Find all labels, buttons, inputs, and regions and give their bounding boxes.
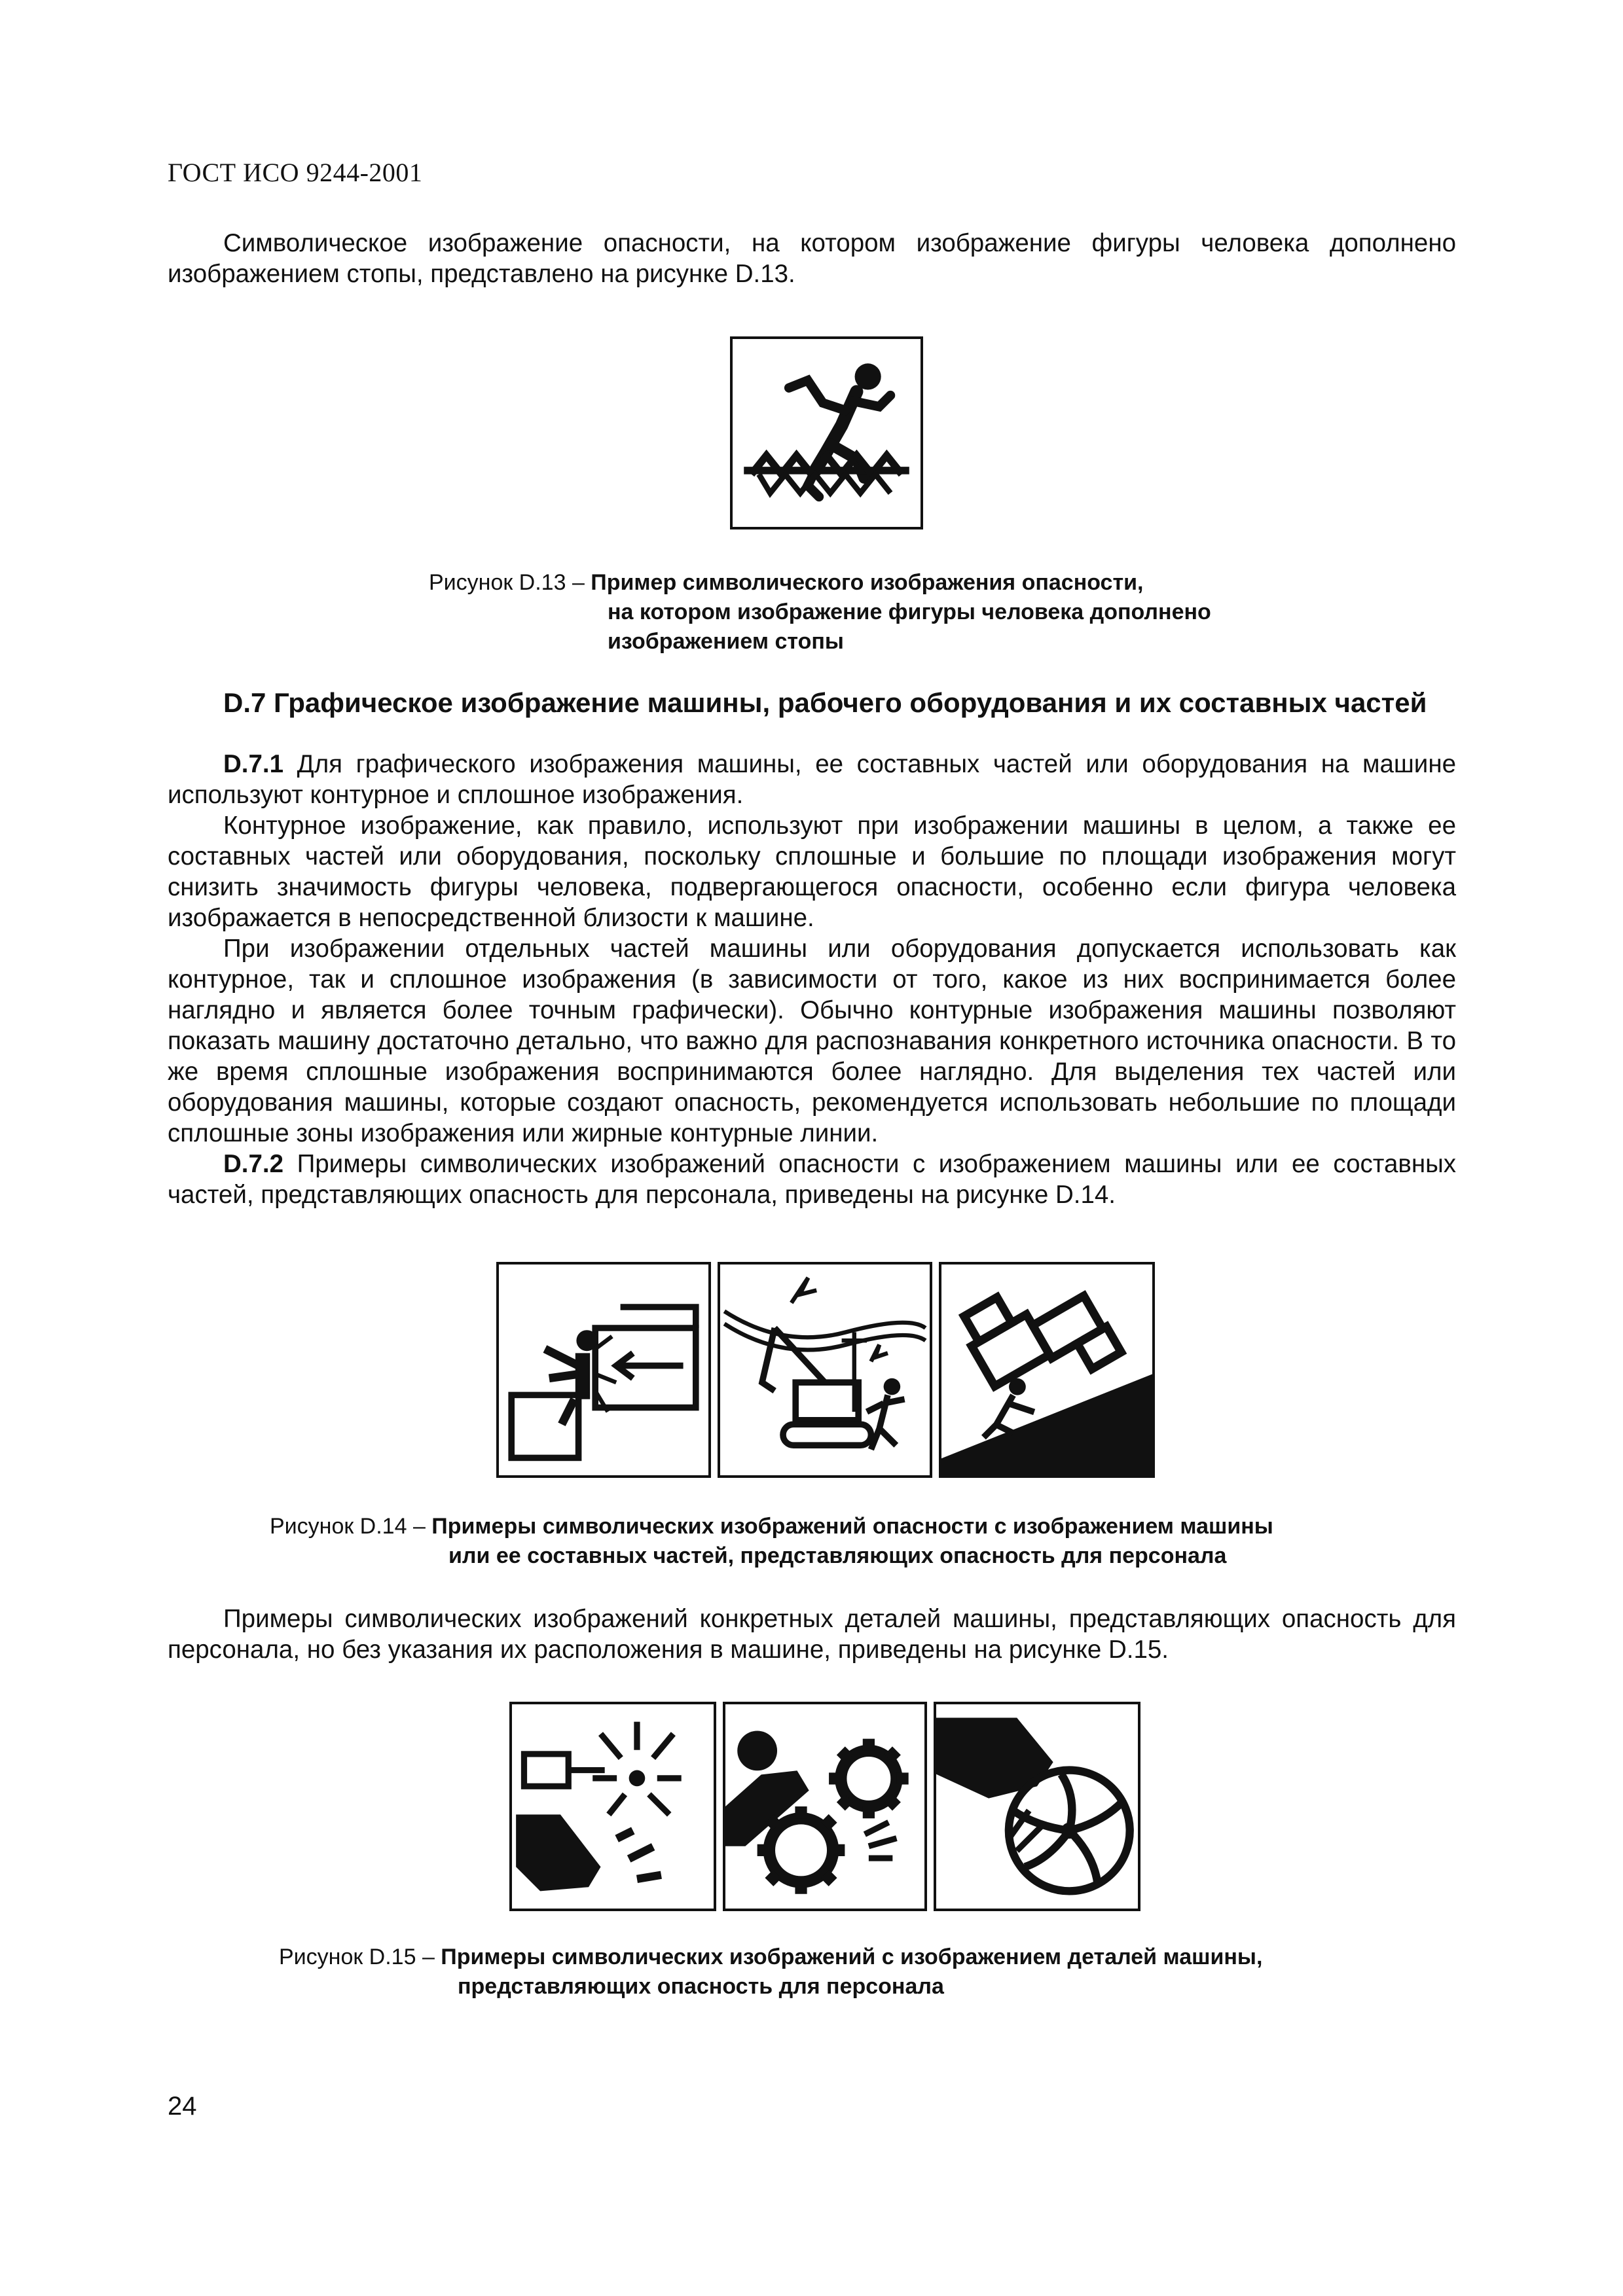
section-heading-d7: D.7 Графическое изображение машины, рабочего оборудования и их составных частей	[223, 687, 1427, 718]
paragraph-d72: D.7.2 Примеры символических изображений опасности с изображением машины или ее составных частей, представляющих опасность для персонала, приведены на рисунке D.14.	[168, 1150, 1456, 1209]
after-figure-14-paragraph	[168, 1604, 1456, 1665]
gears-hand-icon	[723, 1702, 927, 1911]
clause-number-d71: D.7.1	[223, 750, 284, 778]
intro-paragraph	[168, 228, 1456, 289]
after-figure-14-text: Примеры символических изображений конкретных деталей машины, представляющих опасность для персонала, но без указания их расположения в машине, приведены на рисунке D.15.	[168, 1605, 1456, 1664]
rotating-fan-hand-icon	[934, 1702, 1140, 1911]
figure-13-caption-line1: Пример символического изображения опасности,	[591, 570, 1144, 595]
crushing-machine-icon	[496, 1262, 711, 1478]
figure-13-caption-line2: на котором изображение фигуры человека дополнено	[608, 600, 1211, 624]
figure-15-caption	[279, 1943, 1262, 2001]
falling-person-auger-icon	[730, 336, 923, 529]
figure-13-drawing	[733, 339, 921, 527]
figure-14-caption	[270, 1512, 1273, 1571]
figure-13-caption-label: Рисунок D.13 –	[429, 570, 591, 595]
paragraph-d71: D.7.1 Для графического изображения машины, ее составных частей или оборудования на машине используют контурное и сплошное изображения.	[168, 750, 1456, 809]
figure-13-caption-line3: изображением стопы	[608, 629, 844, 654]
flying-debris-icon	[509, 1702, 716, 1911]
figure-15-caption-label: Рисунок D.15 –	[279, 1945, 441, 1969]
document-header: ГОСТ ИСО 9244-2001	[168, 158, 423, 187]
figure-15-caption-line1: Примеры символических изображений с изображением деталей машины,	[441, 1945, 1263, 1969]
figure-15-caption-line2: представляющих опасность для персонала	[458, 1974, 944, 1999]
clause-number-d72: D.7.2	[223, 1150, 284, 1178]
figure-14-caption-line1: Примеры символических изображений опасности с изображением машины	[431, 1514, 1273, 1539]
section-d7-body	[168, 749, 1456, 1210]
intro-text: Символическое изображение опасности, на котором изображение фигуры человека дополнено изображением стопы, представлено на рисунке D.13.	[168, 229, 1456, 288]
figure-14-caption-label: Рисунок D.14 –	[270, 1514, 432, 1539]
figure-14-caption-line2: или ее составных частей, представляющих опасность для персонала	[448, 1543, 1227, 1568]
paragraph-contour: Контурное изображение, как правило, используют при изображении машины в целом, а также ее составных частей или оборудования, поскольку сплошные и большие по площади изображения могут снизить значимость фигуры человека, подвергающегося опасности, особенно если фигура человека изображается в непосредственной близости к машине.	[168, 812, 1456, 932]
page-number: 24	[168, 2092, 197, 2121]
figure-13-caption	[429, 568, 1211, 656]
paragraph-parts: При изображении отдельных частей машины или оборудования допускается использовать как контурное, так и сплошное изображения (в зависимости от того, какое из них воспринимается более наглядно и является более точным графически). Обычно контурные изображения машины позволяют показать машину достаточно детально, что важно для распознавания конкретного источника опасности. В то же время сплошные изображения воспринимаются более наглядно. Для выделения тех частей или оборудования машины, которые создают опасность, рекомендуется использовать небольшие по площади сплошные зоны изображения или жирные контурные линии.	[168, 935, 1456, 1147]
excavator-power-line-icon	[718, 1262, 932, 1478]
tractor-rollover-icon	[939, 1262, 1155, 1478]
